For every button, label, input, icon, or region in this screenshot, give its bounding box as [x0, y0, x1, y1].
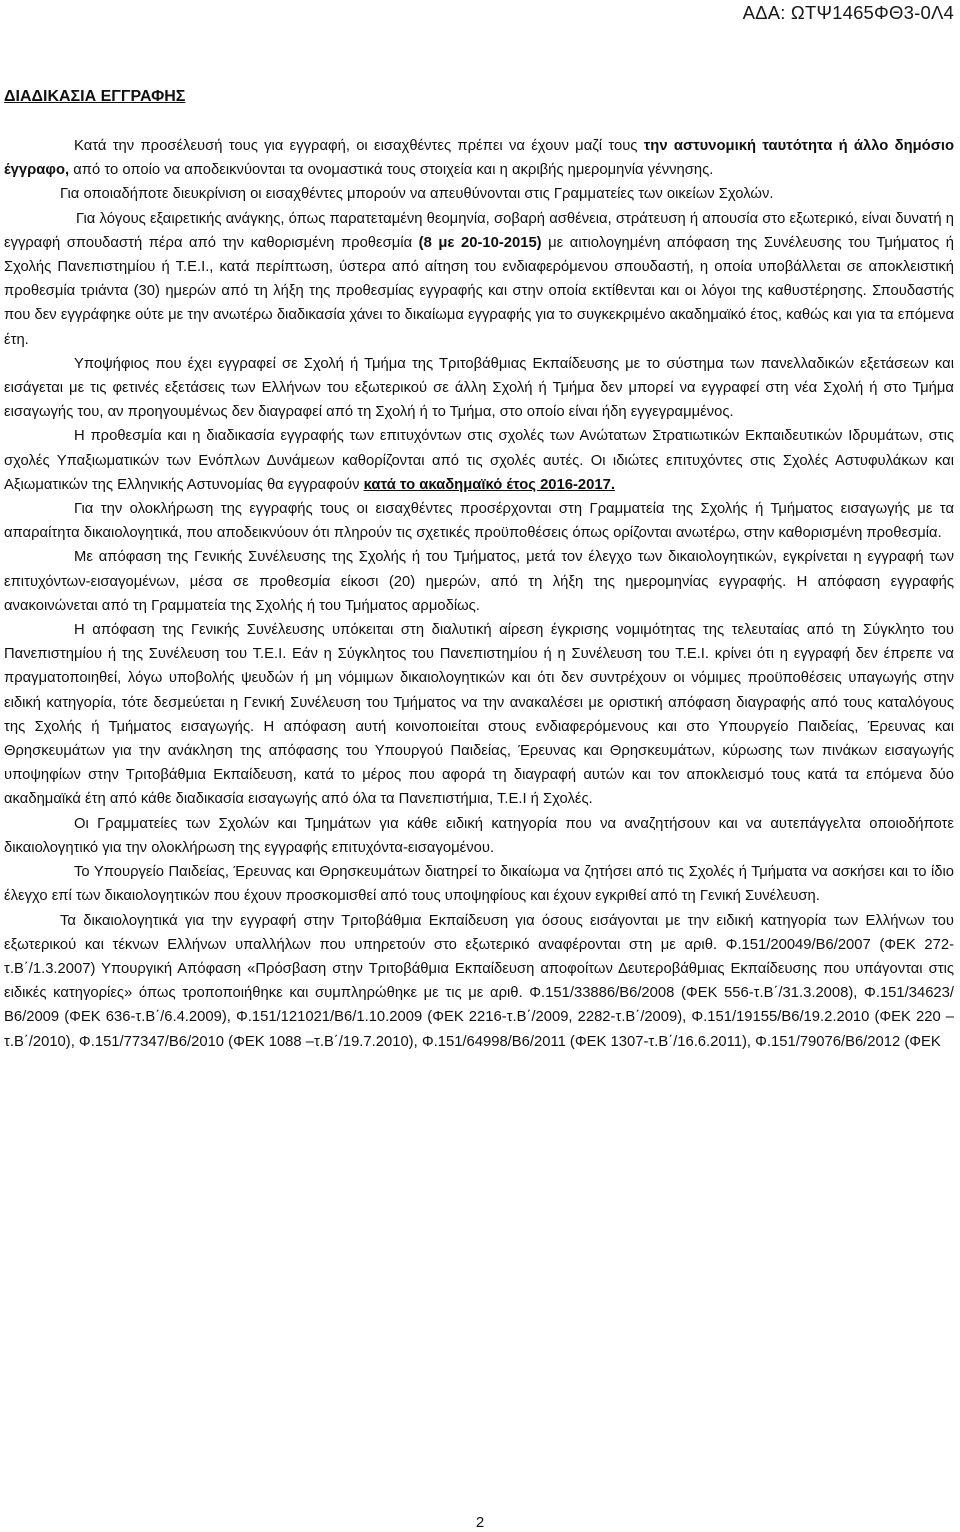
text-run: Η προθεσμία και η διαδικασία εγγραφής των επιτυχόντων στις σχολές των Ανώτατων Στρατιωτικών Εκπαιδευτικών Ιδρυμάτων, στις σχολές Υπαξιωματικών των Ενόπλων Δυνάμεων καθορίζονται από τις σχολές αυτές. Οι ιδιώτες επιτυχόντες στις Σχολές Αστυφυλάκων και Αξιωματικών της Ελληνικής Αστυνομίας θα εγγραφούν	[4, 428, 954, 493]
paragraph-military-schools	[4, 424, 954, 497]
text-run: Για λόγους εξαιρετικής ανάγκης, όπως παρατεταμένη θεομηνία, σοβαρή ασθένεια, στράτευση ή απουσία στο εξωτερικό, είναι δυνατή η εγγραφή σπουδαστή πέρα από την καθορισμένη προθεσμία	[4, 210, 954, 251]
paragraph-secretariats: Οι Γραμματείες των Σχολών και Τμημάτων για κάθε ειδική κατηγορία που να αναζητήσουν και να αυτεπάγγελτα οποιοδήποτε δικαιολογητικό για την ολοκλήρωση της εγγραφής επιτυχόντα-εισαγομένου.	[4, 815, 954, 856]
paragraph-ministry-control: Το Υπουργείο Παιδείας, Έρευνας και Θρησκευμάτων διατηρεί το δικαίωμα να ζητήσει από τις Σχολές ή Τμήματα να ασκήσει και το ίδιο έλεγχο επί των δικαιολογητικών που έχουν προσκομισθεί από τους υποψηφίους και έχουν εγκριθεί από τη Γενική Συνέλευση.	[4, 864, 954, 905]
ada-code: ΑΔΑ: ΩΤΨ1465ΦΘ3-0Λ4	[742, 2, 954, 23]
paragraph-general-assembly: Με απόφαση της Γενικής Συνέλευσης της Σχολής ή του Τμήματος, μετά τον έλεγχο των δικαιολογητικών, εγκρίνεται η εγγραφή των επιτυχόντων-εισαγομένων, μέσα σε προθεσμία είκοσι (20) ημερών, από τη λήξη της ημερομηνίας εγγραφής. Η απόφαση εγγραφής ανακοινώνεται από τη Γραμματεία της Σχολής ή του Τμήματος αρμοδίως.	[4, 549, 954, 614]
page-number: 2	[475, 1514, 485, 1531]
bold-underlined-year: κατά το ακαδημαϊκό έτος 2016-2017.	[363, 476, 615, 493]
section-heading: ΔΙΑΔΙΚΑΣΙΑ ΕΓΓΡΑΦΗΣ	[4, 88, 186, 105]
paragraph-id-requirement	[4, 134, 954, 182]
document-body	[4, 134, 954, 1054]
paragraph-prior-registration: Υποψήφιος που έχει εγγραφεί σε Σχολή ή Τμήμα της Τριτοβάθμιας Εκπαίδευσης με το σύστημα των πανελλαδικών εξετάσεων και εισάγεται με τις φετινές εξετάσεις των Ελλήνων του εξωτερικού σε άλλη Σχολή ή Τμήμα δεν μπορεί να εγγραφεί στη νέα Σχολή ή στο Τμήμα εισαγωγής του, αν προηγουμένως δεν διαγραφεί από τη Σχολή ή το Τμήμα, στο οποίο είναι ήδη εγγεγραμμένος.	[4, 355, 954, 421]
text-run: με αιτιολογημένη απόφαση της Συνέλευσης του Τμήματος ή Σχολής Πανεπιστημίου ή Τ.Ε.Ι., κατά περίπτωση, ύστερα από αίτηση του ενδιαφερόμενου σπουδαστή, η οποία υποβάλλεται σε αποκλειστική προθεσμία τριάντα (30) ημερών από τη λήξη της προθεσμίας εγγραφής και στην οποία εκτίθενται και οι λόγοι της καθυστέρησης. Σπουδαστής που δεν εγγράφηκε ούτε με την ανωτέρω διαδικασία χάνει το δικαίωμα εγγραφής για το συγκεκριμένο ακαδημαϊκό έτος, καθώς και για τα επόμενα έτη.	[4, 234, 954, 348]
paragraph-clarifications: Για οποιαδήποτε διευκρίνιση οι εισαχθέντες μπορούν να απευθύνονται στις Γραμματείες των οικείων Σχολών.	[60, 186, 774, 203]
text-run: Κατά την προσέλευσή τους για εγγραφή, οι εισαχθέντες πρέπει να έχουν μαζί τους	[74, 138, 644, 154]
bold-deadline: (8 με 20-10-2015)	[418, 234, 542, 251]
paragraph-revocation: Η απόφαση της Γενικής Συνέλευσης υπόκειται στη διαλυτική αίρεση έγκρισης νομιμότητας της τελευταίας από τη Σύγκλητο του Πανεπιστημίου ή της Συνέλευση του Τ.Ε.Ι. Εάν η Σύγκλητος του Πανεπιστημίου ή η Συνέλευση του Τ.Ε.Ι. κρίνει ότι η εγγραφή δεν έπρεπε να πραγματοποιηθεί, λόγω υποβολής ψευδών ή μη νόμιμων δικαιολογητικών και ότι δεν συντρέχουν οι νόμιμες προϋποθέσεις υπαγωγής στην ειδική κατηγορία, τότε δεσμεύεται η Γενική Συνέλευση του Τμήματος να την ανακαλέσει με οριστική απόφαση διαγραφής από τους καταλόγους της Σχολής ή Τμήματος εισαγωγής. Η απόφαση αυτή κοινοποιείται στους ενδιαφερόμενους και στο Υπουργείο Παιδείας, Έρευνας και Θρησκευμάτων για την ανάκληση της απόφασης του Υπουργού Παιδείας, Έρευνας και Θρησκευμάτων, κύρωσης των πινάκων εισαγωγής υποψηφίων στην Τριτοβάθμια Εκπαίδευση, κατά το μέρος που αφορά τη διαγραφή αυτών και τον αποκλεισμό τους κατά τα επόμενα δύο ακαδημαϊκά έτη από κάθε διαδικασία εισαγωγής από όλα τα Πανεπιστήμια, Τ.Ε.Ι ή Σχολές.	[4, 622, 954, 808]
bold-run: την αστυνομική ταυτότητα ή άλλο δημόσιο έγγραφο,	[4, 138, 954, 179]
paragraph-completion: Για την ολοκλήρωση της εγγραφής τους οι εισαχθέντες προσέρχονται στη Γραμματεία της Σχολής ή Τμήματος εισαγωγής με τα απαραίτητα δικαιολογητικά, που αποδεικνύουν ότι πληρούν τις σχετικές προϋποθέσεις όπως ορίζονται ανωτέρω, στην καθορισμένη προθεσμία.	[4, 501, 954, 542]
paragraph-documents-abroad: Τα δικαιολογητικά για την εγγραφή στην Τριτοβάθμια Εκπαίδευση για όσους εισάγονται με την ειδική κατηγορία των Ελλήνων του εξωτερικού και τέκνων Ελλήνων υπαλλήλων που υπηρετούν στο εξωτερικό αναφέρονται στη με αριθ. Φ.151/20049/Β6/2007 (ΦΕΚ 272-τ.Β΄/1.3.2007) Υπουργική Απόφαση «Πρόσβαση στην Τριτοβάθμια Εκπαίδευση αποφοίτων Δευτεροβάθμιας Εκπαίδευσης που υπάγονται στις ειδικές κατηγορίες» όπως τροποποιήθηκε και συμπληρώθηκε με τις με αριθ. Φ.151/33886/Β6/2008 (ΦΕΚ 556-τ.Β΄/31.3.2008), Φ.151/34623/Β6/2009 (ΦΕΚ 636-τ.Β΄/6.4.2009), Φ.151/121021/Β6/1.10.2009 (ΦΕΚ 2216-τ.Β΄/2009, 2282-τ.Β΄/2009), Φ.151/19155/Β6/19.2.2010 (ΦΕΚ 220 –τ.Β΄/2010), Φ.151/77347/Β6/2010 (ΦΕΚ 1088 –τ.Β΄/19.7.2010), Φ.151/64998/Β6/2011 (ΦΕΚ 1307-τ.Β΄/16.6.2011), Φ.151/79076/Β6/2012 (ΦΕΚ	[4, 912, 954, 1050]
paragraph-late-registration	[4, 207, 954, 352]
text-run: από το οποίο να αποδεικνύονται τα ονομαστικά τους στοιχεία και η ακριβής ημερομηνία γέννησης.	[69, 162, 714, 179]
